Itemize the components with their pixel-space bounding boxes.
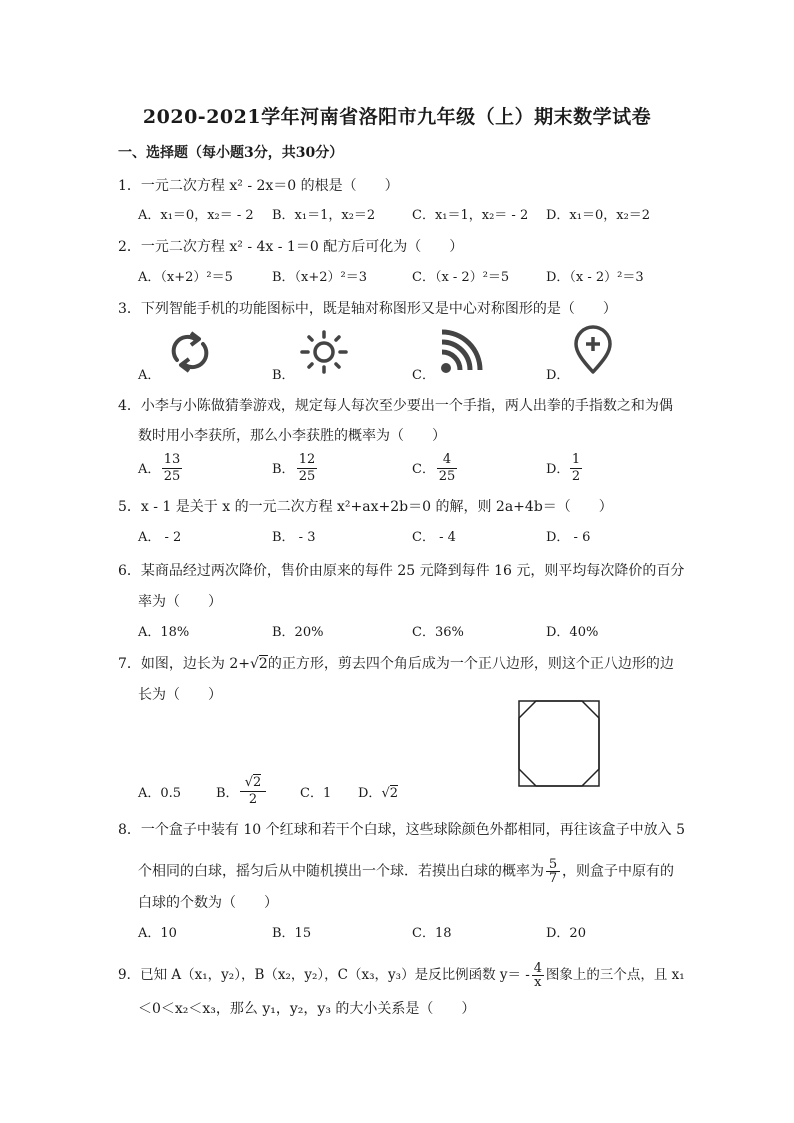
q4-option-b: B． bbox=[272, 462, 295, 477]
q7-b-radicand: 2 bbox=[253, 775, 262, 790]
question-9-stem-line2: ＜0＜x₂＜x₃，那么 y₁，y₂，y₃ 的大小关系是（ ） bbox=[138, 1001, 476, 1017]
q6-option-b: B．20% bbox=[272, 625, 324, 640]
question-8-stem-line2 bbox=[138, 858, 674, 885]
map-pin-plus-icon bbox=[572, 326, 614, 376]
q8-fraction: $\frac{5}{7}$ bbox=[546, 858, 560, 885]
q3-option-a: A． bbox=[138, 368, 161, 383]
question-8-stem-line3: 白球的个数为（ ） bbox=[138, 895, 278, 911]
sun-icon bbox=[298, 330, 350, 374]
q7-stem-suffix: 的正方形，剪去四个角后成为一个正八边形，则这个正八边形的边 bbox=[267, 656, 674, 672]
q5-option-b: B． - 3 bbox=[272, 530, 316, 545]
q7-option-b-fraction: √2 2 bbox=[240, 776, 266, 806]
question-7-stem-line1 bbox=[118, 657, 674, 671]
question-8-stem-line1: 8．一个盒子中装有 10 个红球和若干个白球，这些球除颜色外都相同，再往该盒子中放入 5 bbox=[118, 822, 685, 838]
q4-option-a: A． bbox=[138, 462, 161, 477]
q8-stem2-suffix: ，则盒子中原有的 bbox=[562, 863, 674, 880]
q6-option-c: C．36% bbox=[412, 625, 464, 640]
question-6-stem-line2: 率为（ ） bbox=[138, 594, 222, 610]
q8-option-b: B．15 bbox=[272, 926, 312, 941]
question-7-stem-line2: 长为（ ） bbox=[138, 687, 222, 703]
q4-option-c: C． bbox=[412, 462, 435, 477]
octagon-figure bbox=[518, 700, 600, 787]
refresh-icon bbox=[165, 330, 215, 374]
q4-option-b-fraction: 12 25 bbox=[298, 452, 316, 484]
q4-option-d-fraction: 1 2 bbox=[571, 452, 581, 484]
q5-option-a: A． - 2 bbox=[138, 530, 182, 545]
q4-option-d: D． bbox=[546, 462, 570, 477]
q8-option-d: D．20 bbox=[546, 926, 586, 941]
question-3-stem: 3．下列智能手机的功能图标中，既是轴对称图形又是中心对称图形的是（ ） bbox=[118, 301, 617, 317]
q1-option-c: C．x₁＝1，x₂＝ - 2 bbox=[412, 208, 529, 223]
q7-option-c: C．1 bbox=[300, 786, 332, 801]
q5-option-d: D． - 6 bbox=[546, 530, 591, 545]
q9-fraction: $\frac{4}{x}$ bbox=[533, 961, 542, 990]
question-1-stem: 1．一元二次方程 x² - 2x＝0 的根是（ ） bbox=[118, 178, 399, 194]
q6-option-d: D．40% bbox=[546, 625, 599, 640]
q1-option-b: B．x₁＝1，x₂＝2 bbox=[272, 208, 376, 223]
q7-option-d-label: D． bbox=[358, 786, 382, 801]
q7-stem-prefix: 7．如图，边长为 2+ bbox=[118, 656, 250, 672]
q8-stem2-prefix: 个相同的白球，摇匀后从中随机摸出一个球．若摸出白球的概率为 bbox=[138, 863, 544, 880]
q9-stem1-suffix: 图象上的三个点，且 x₁ bbox=[545, 967, 685, 983]
question-2-stem: 2．一元二次方程 x² - 4x - 1＝0 配方后可化为（ ） bbox=[118, 239, 464, 255]
q7-sqrt: √2 bbox=[250, 656, 268, 672]
q4-option-a-fraction: 13 25 bbox=[163, 452, 181, 484]
q7-option-b: B． bbox=[216, 786, 239, 801]
question-4-stem-line2: 数时用小李获所，那么小李获胜的概率为（ ） bbox=[138, 428, 446, 444]
section-heading: 一、选择题（每小题3分，共30分） bbox=[118, 145, 344, 161]
q6-option-a: A．18% bbox=[138, 625, 190, 640]
q5-option-c: C． - 4 bbox=[412, 530, 456, 545]
q1-option-d: D．x₁＝0，x₂＝2 bbox=[546, 208, 651, 223]
q8-option-a: A．10 bbox=[138, 926, 177, 941]
q2-option-a: A．（x+2）²＝5 bbox=[138, 270, 233, 285]
question-5-stem: 5．x - 1 是关于 x 的一元二次方程 x²+ax+2b＝0 的解，则 2a+4b＝（ ） bbox=[118, 499, 613, 515]
page-title: 2020-2021学年河南省洛阳市九年级（上）期末数学试卷 bbox=[142, 106, 652, 128]
q1-option-a: A．x₁＝0，x₂＝ - 2 bbox=[138, 208, 254, 223]
q3-option-c: C． bbox=[412, 368, 435, 383]
q7-option-d: D．√2 bbox=[358, 786, 399, 801]
q3-option-b: B． bbox=[272, 368, 295, 383]
q2-option-c: C．（x - 2）²＝5 bbox=[412, 270, 510, 285]
q7-option-a: A．0.5 bbox=[138, 786, 182, 801]
q2-option-b: B．（x+2）²＝3 bbox=[272, 270, 368, 285]
q4-option-c-fraction: 4 25 bbox=[438, 452, 456, 484]
q9-stem1-prefix: 9．已知 A（x₁，y₂），B（x₂，y₂），C（x₃，y₃）是反比例函数 y＝ - bbox=[118, 967, 530, 983]
q8-option-c: C．18 bbox=[412, 926, 452, 941]
q7-d-radicand: 2 bbox=[389, 786, 399, 801]
q2-option-d: D．（x - 2）²＝3 bbox=[546, 270, 644, 285]
wifi-signal-icon bbox=[438, 330, 486, 376]
question-9-stem-line1 bbox=[118, 962, 685, 989]
question-6-stem-line1: 6．某商品经过两次降价，售价由原来的每件 25 元降到每件 16 元，则平均每次降价的百分 bbox=[118, 563, 685, 579]
q3-option-d: D． bbox=[546, 368, 570, 383]
q7-sqrt-radicand: 2 bbox=[258, 656, 268, 672]
question-4-stem-line1: 4．小李与小陈做猜拳游戏，规定每人每次至少要出一个手指，两人出拳的手指数之和为偶 bbox=[118, 398, 673, 414]
